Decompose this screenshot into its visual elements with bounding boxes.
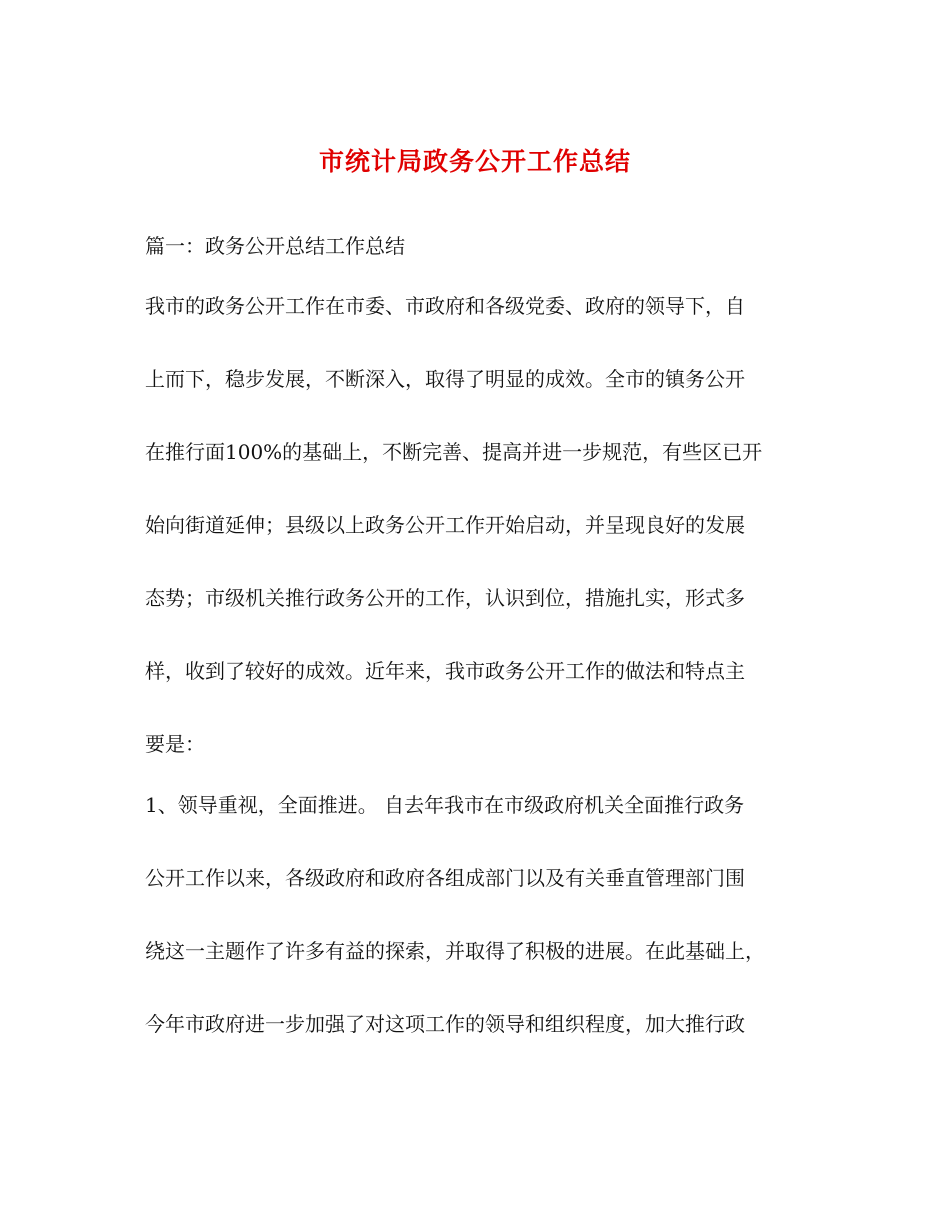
body-line: 态势；市级机关推行政务公开的工作，认识到位，措施扎实，形式多 <box>145 586 745 610</box>
body-line: 绕这一主题作了许多有益的探索，并取得了积极的进展。在此基础上， <box>145 939 765 963</box>
body-line: 1、领导重视，全面推进。 自去年我市在市级政府机关全面推行政务 <box>145 793 745 817</box>
body-line: 我市的政务公开工作在市委、市政府和各级党委、政府的领导下，自 <box>145 294 745 318</box>
body-line: 公开工作以来，各级政府和政府各组成部门以及有关垂直管理部门围 <box>145 866 745 890</box>
body-line: 始向街道延伸；县级以上政务公开工作开始启动，并呈现良好的发展 <box>145 513 745 537</box>
body-line: 上而下，稳步发展，不断深入，取得了明显的成效。全市的镇务公开 <box>145 367 745 391</box>
body-line: 样，收到了较好的成效。近年来，我市政务公开工作的做法和特点主 <box>145 659 745 683</box>
document-title: 市统计局政务公开工作总结 <box>318 147 631 176</box>
body-line: 在推行面100%的基础上，不断完善、提高并进一步规范，有些区已开 <box>145 440 763 464</box>
body-line: 今年市政府进一步加强了对这项工作的领导和组织程度，加大推行政 <box>145 1012 745 1036</box>
body-line: 要是： <box>145 732 205 756</box>
section-heading: 篇一：政务公开总结工作总结 <box>145 234 405 258</box>
